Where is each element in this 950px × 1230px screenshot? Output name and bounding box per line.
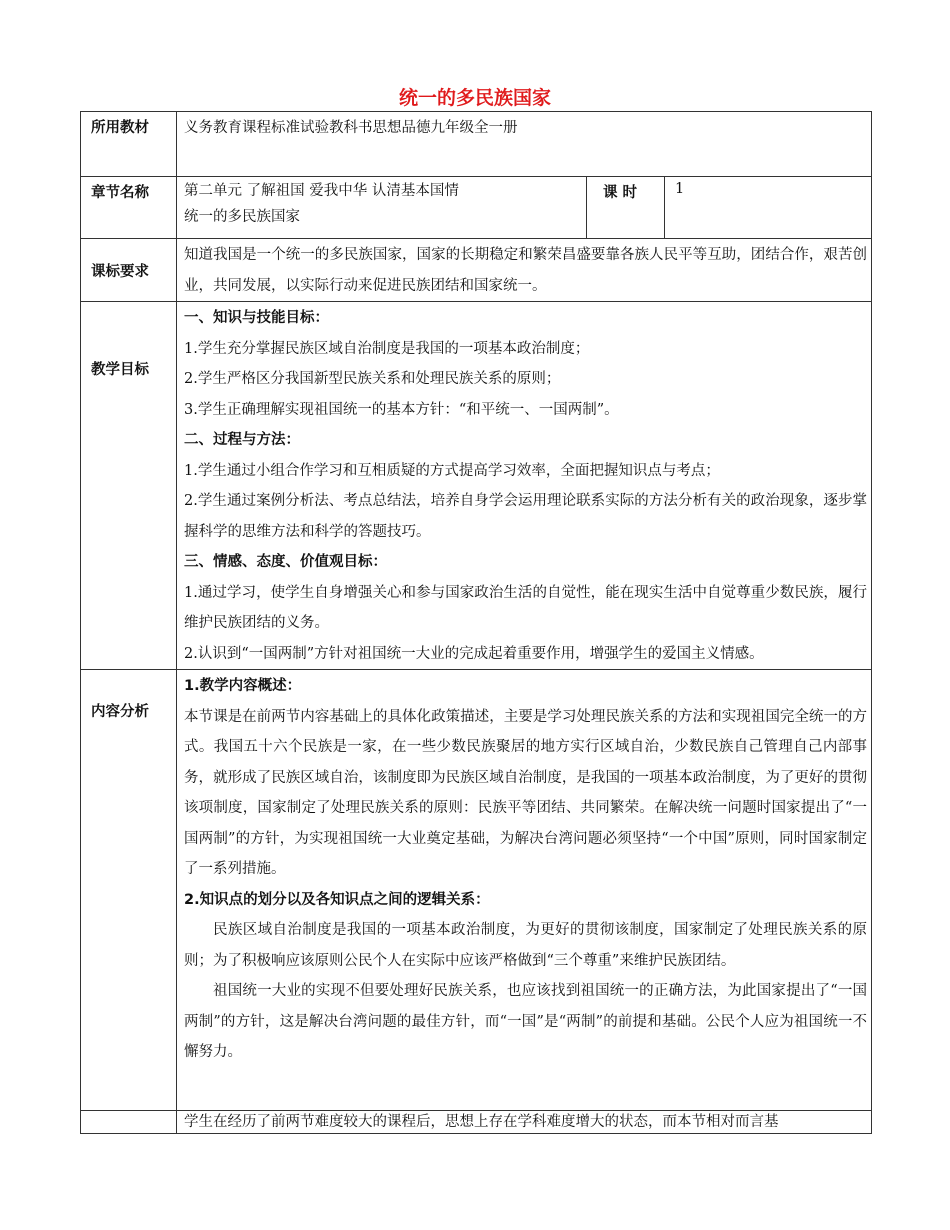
row-students [81, 1111, 872, 1134]
row-goals [81, 302, 872, 670]
row-analysis [81, 670, 872, 1111]
lesson-plan-table [80, 111, 872, 1134]
goals-emotion-2: 2.认识到“一国两制”方针对祖国统一大业的完成起着重要作用，增强学生的爱国主义情感。 [184, 645, 764, 662]
value-standard: 知道我国是一个统一的多民族国家，国家的长期稳定和繁荣昌盛要靠各族人民平等互助，团结合作，艰苦创业，共同发展，以实际行动来促进民族团结和国家统一。 [177, 239, 872, 302]
chapter-line-2: 统一的多民族国家 [184, 209, 300, 225]
label-students [81, 1111, 177, 1134]
goals-knowledge-2: 2.学生严格区分我国新型民族关系和处理民族关系的原则； [184, 371, 561, 387]
label-analysis: 内容分析 [81, 670, 177, 1111]
label-standard: 课标要求 [81, 239, 177, 302]
chapter-line-1: 第二单元 了解祖国 爱我中华 认清基本国情 [184, 183, 459, 199]
goals-heading-emotion: 三、情感、态度、价值观目标： [184, 554, 387, 570]
goals-process-1: 1.学生通过小组合作学习和互相质疑的方式提高学习效率，全面把握知识点与考点； [184, 462, 720, 479]
goals-process-2: 2.学生通过案例分析法、考点总结法，培养自身学会运用理论联系实际的方法分析有关的政治现象，逐步掌握科学的思维方法和科学的答题技巧。 [184, 493, 868, 540]
goals-heading-process: 二、过程与方法： [184, 432, 300, 448]
label-period: 课 时 [587, 177, 665, 239]
label-chapter: 章节名称 [81, 177, 177, 239]
analysis-heading-overview: 1.教学内容概述： [184, 678, 302, 694]
label-material: 所用教材 [81, 112, 177, 177]
analysis-heading-logic: 2.知识点的划分以及各知识点之间的逻辑关系： [184, 891, 490, 908]
analysis-overview-text: 本节课是在前两节内容基础上的具体化政策描述，主要是学习处理民族关系的方法和实现祖国完全统一的方式。我国五十六个民族是一家，在一些少数民族聚居的地方实行区域自治，少数民族自己管理自己内部事务，就形成了民族区域自治，该制度即为民族区域自治制度，是我国的一项基本政治制度，为了更好的贯彻该项制度，国家制定了处理民族关系的原则：民族平等团结、共同繁荣。在解决统一问题时国家提出了“一国两制”的方针，为实现祖国统一大业奠定基础，为解决台湾问题必须坚持“一个中国”原则，同时国家制定了一系列措施。 [184, 708, 868, 877]
label-goals: 教学目标 [81, 302, 177, 670]
value-period: 1 [665, 177, 872, 239]
goals-heading-knowledge: 一、知识与技能目标： [184, 310, 329, 326]
value-students: 学生在经历了前两节难度较大的课程后，思想上存在学科难度增大的状态，而本节相对而言基 [177, 1111, 872, 1134]
row-material [81, 112, 872, 177]
value-material: 义务教育课程标准试验教科书思想品德九年级全一册 [177, 112, 872, 177]
goals-emotion-1: 1.通过学习，使学生自身增强关心和参与国家政治生活的自觉性，能在现实生活中自觉尊重少数民族，履行维护民族团结的义务。 [184, 584, 868, 631]
analysis-logic-text-1: 民族区域自治制度是我国的一项基本政治制度，为更好的贯彻该制度，国家制定了处理民族关系的原则；为了积极响应该原则公民个人在实际中应该严格做到“三个尊重”来维护民族团结。 [184, 922, 868, 969]
document-title: 统一的多民族国家 [398, 87, 551, 109]
goals-knowledge-3: 3.学生正确理解实现祖国统一的基本方针：“和平统一、一国两制”。 [184, 401, 619, 418]
goals-knowledge-1: 1.学生充分掌握民族区域自治制度是我国的一项基本政治制度； [184, 340, 590, 357]
value-goals [177, 302, 872, 670]
value-analysis [177, 670, 872, 1111]
analysis-logic-text-2: 祖国统一大业的实现不但要处理好民族关系，也应该找到祖国统一的正确方法，为此国家提出了“一国两制”的方针，这是解决台湾问题的最佳方针，而“一国”是“两制”的前提和基础。公民个人应为祖国统一不懈努力。 [184, 983, 868, 1060]
row-chapter [81, 177, 872, 239]
row-standard [81, 239, 872, 302]
value-chapter [177, 177, 587, 239]
